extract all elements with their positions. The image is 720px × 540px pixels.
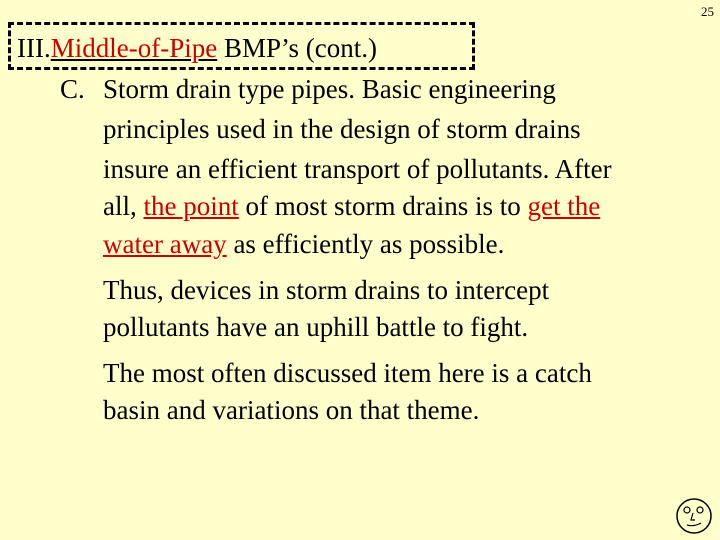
body-line-4-a: all, xyxy=(103,191,144,221)
body-line-6: Thus, devices in storm drains to intercept xyxy=(103,275,550,305)
body-line-5-b: as efficiently as possible. xyxy=(226,229,505,259)
emphasis-the-point: the point xyxy=(143,191,239,221)
page-number: 25 xyxy=(701,4,714,19)
body-line-5 xyxy=(103,228,504,261)
body-line-7: pollutants have an uphill battle to fight. xyxy=(103,312,529,342)
smiley-face-icon xyxy=(674,496,714,536)
body-line-9: basin and variations on that theme. xyxy=(103,395,480,425)
title-numeral: III. xyxy=(17,33,51,63)
body-line-1: Storm drain type pipes. Basic engineering xyxy=(103,74,556,104)
title-highlight: Middle-of-Pipe xyxy=(50,33,218,63)
item-label: C. xyxy=(60,74,85,104)
body-line-8: The most often discussed item here is a catch xyxy=(103,358,592,388)
body-line-2: principles used in the design of storm drains xyxy=(103,114,581,144)
slide-title xyxy=(17,32,377,65)
emphasis-water-away: water away xyxy=(103,229,227,259)
body-line-4-c: of most storm drains is to xyxy=(238,191,528,221)
emphasis-get-the: get the xyxy=(527,191,601,221)
title-rest: BMP’s (cont.) xyxy=(217,33,377,63)
body-line-3: insure an efficient transport of pollutants. After xyxy=(103,154,612,184)
body-line-4 xyxy=(103,190,600,223)
